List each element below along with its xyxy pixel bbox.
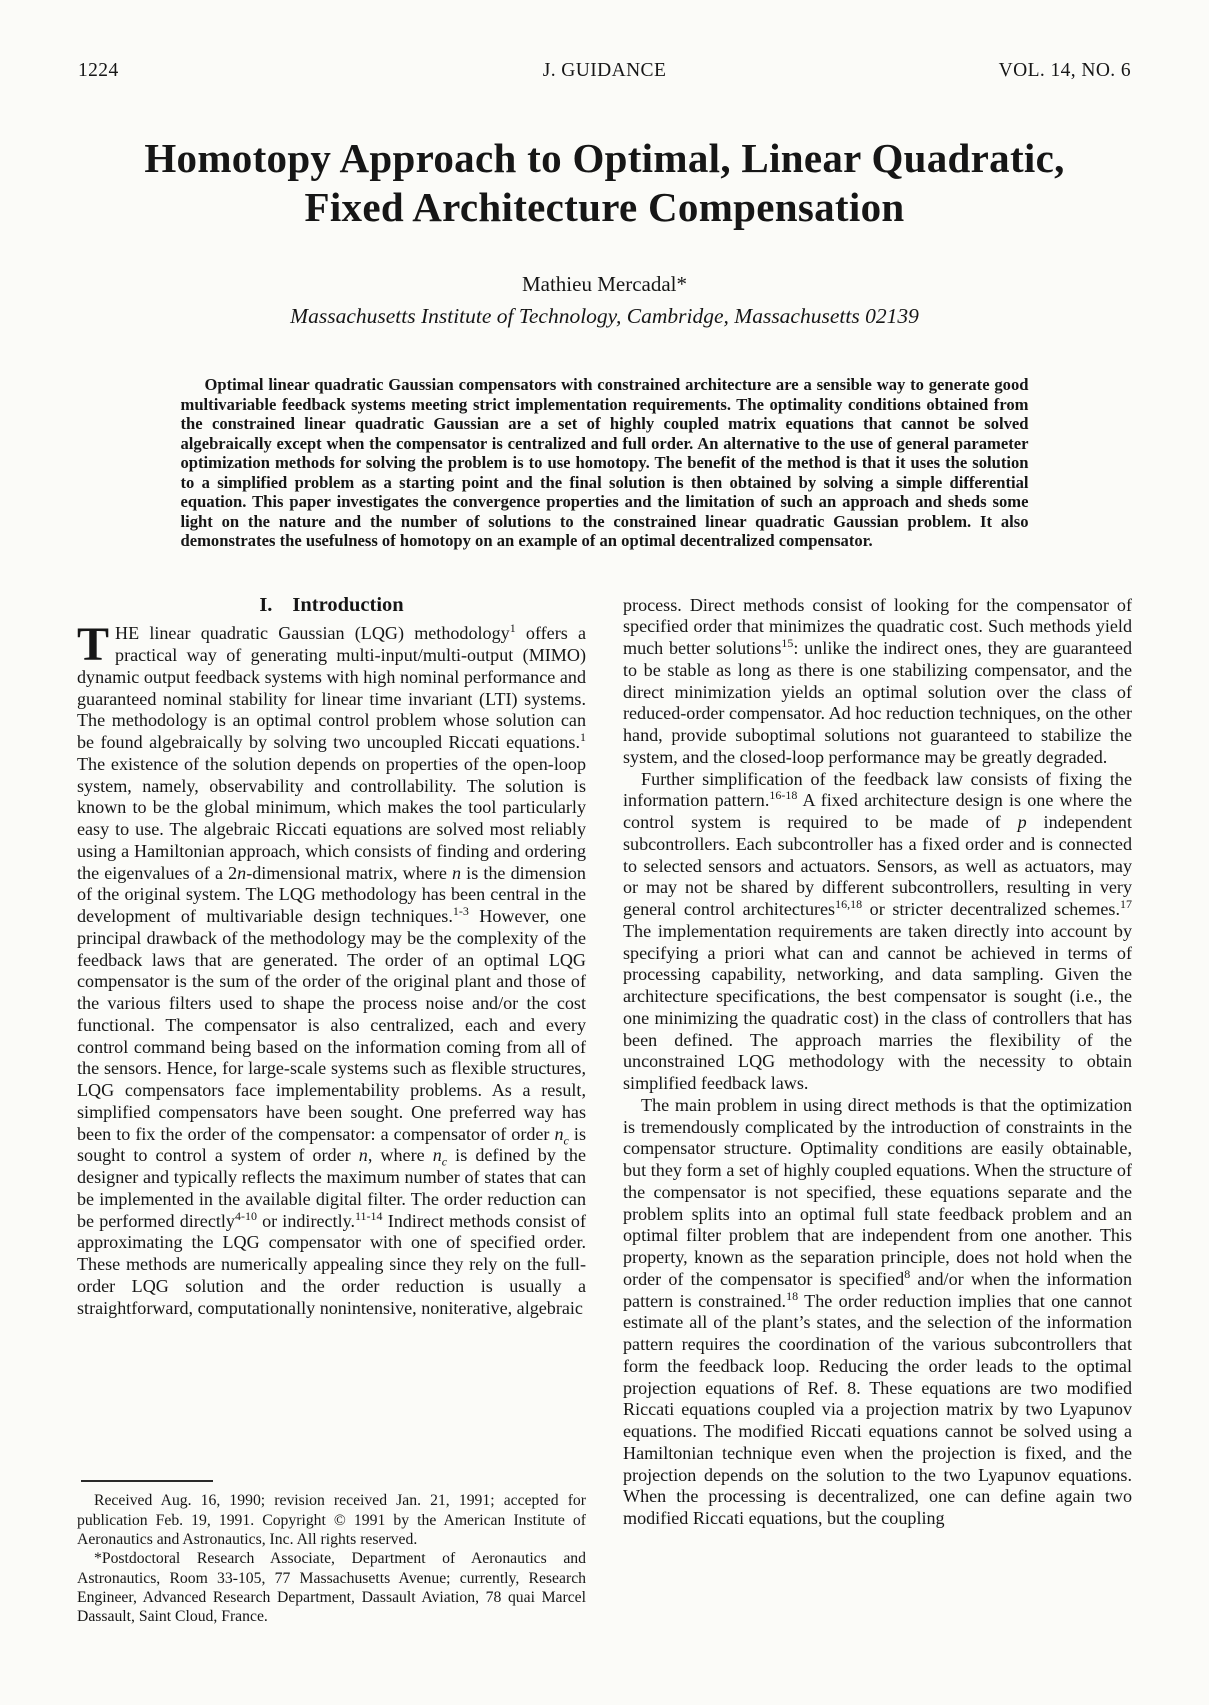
left-column bbox=[77, 595, 586, 1627]
author-name: Mathieu Mercadal* bbox=[521, 272, 688, 296]
abstract-text: Optimal linear quadratic Gaussian compensators with constrained architecture are a sensible way to generate good multivariable feedback systems meeting strict implementation requirements. The optimality conditions obtained from the constrained linear quadratic Gaussian are a set of highly coupled matrix equations that cannot be solved algebraically except when the compensator is centralized and full order. An alternative to the use of general parameter optimization methods for solving the problem is to use homotopy. The benefit of the method is that it uses the solution to a simplified problem as a starting point and the final solution is then obtained by solving a simple differential equation. This paper investigates the convergence properties and the limitation of such an approach and sheds some light on the nature and the number of solutions to the constrained linear quadratic Gaussian problem. It also demonstrates the usefulness of homotopy on an example of an optimal decentralized compensator. bbox=[180, 375, 1029, 550]
drop-cap: T bbox=[77, 618, 110, 672]
body-paragraph-fixed-architecture: Further simplification of the feedback law consists of fixing the information pattern.$^{16-18}$ A fixed architecture design is one where the control system is required to be made of p independent subcontrollers. Each subcontroller has a fixed order and is connected to selected sensors and actuators. Sensors, as well as actuators, may or may not be shared by different subcontrollers, resulting in very general control architectures$^{16,18}$ or stricter decentralized schemes.$^{17}$ The implementation requirements are taken directly into account by specifying a priori what can and cannot be achieved in terms of processing capability, networking, and data sampling. Given the architecture specifications, the best compensator is sought (i.e., the one minimizing the quadratic cost) in the class of controllers that has been defined. The approach marries the flexibility of the unconstrained LQG methodology with the necessity to obtain simplified feedback laws. bbox=[623, 768, 1132, 1093]
intro-paragraph: THE linear quadratic Gaussian (LQG) methodology$^1$ offers a practical way of generating multi-input/multi-output (MIMO) dynamic output feedback systems with high nominal performance and guaranteed nominal stability for linear time invariant (LTI) systems. The methodology is an optimal control problem whose solution can be found algebraically by solving two uncoupled Riccati equations.$^1$ The existence of the solution depends on properties of the open-loop system, namely, observability and controllability. The solution is known to be the global minimum, which makes the tool particularly easy to use. The algebraic Riccati equations are solved most reliably using a Hamiltonian approach, which consists of finding and ordering the eigenvalues of a 2n-dimensional matrix, where n is the dimension of the original system. The LQG methodology has been central in the development of multivariable design techniques.$^{1-3}$ However, one principal drawback of the methodology may be the complexity of the feedback laws that are generated. The order of an optimal LQG compensator is the sum of the order of the original plant and those of the various filters used to shape the process noise and/or the cost functional. The compensator is also centralized, each and every control command being based on the information coming from all of the sensors. Hence, for large-scale systems such as flexible structures, LQG compensators face implementability problems. As a result, simplified compensators have been sought. One preferred way has been to fix the order of the compensator: a compensator of order $n_c$ is sought to control a system of order n, where $n_c$ is defined by the designer and typically reflects the maximum number of states that can be implemented in the available digital filter. The order reduction can be performed directly$^{4-10}$ or indirectly.$^{11-14}$ Indirect methods consist of approximating the LQG compensator with one of specified order. These methods are numerically appealing since they rely on the full-order LQG solution and the order reduction is usually a straightforward, computationally nonintensive, noniterative, algebraic bbox=[77, 618, 587, 1318]
footnote-received: Received Aug. 16, 1990; revision received Jan. 21, 1991; accepted for publication Feb. 19, 1991. Copyright © 1991 by the American Institute of Aeronautics and Astronautics, Inc. All rights reserved. bbox=[77, 1492, 586, 1549]
body-columns bbox=[77, 595, 1132, 1627]
title-line-1: Homotopy Approach to Optimal, Linear Quadratic, bbox=[144, 135, 1065, 181]
author-affiliation: Massachusetts Institute of Technology, Cambridge, Massachusetts 02139 bbox=[290, 304, 919, 328]
section-number: I. bbox=[259, 594, 273, 616]
body-paragraph-continuation: process. Direct methods consist of looking for the compensator of specified order that minimizes the quadratic cost. Such methods yield much better solutions$^{15}$: unlike the indirect ones, they are guaranteed to be stable as long as there is one stabilizing compensator, and the direct minimization yields an optimal solution over the class of reduced-order compensator. Ad hoc reduction techniques, on the other hand, provide suboptimal solutions not guaranteed to stabilize the system, and the closed-loop performance may be greatly degraded. bbox=[623, 594, 1132, 767]
title-line-2: Fixed Architecture Compensation bbox=[304, 184, 905, 230]
footnote-rule bbox=[81, 1480, 213, 1482]
footnote-author-note: *Postdoctoral Research Associate, Department of Aeronautics and Astronautics, Room 33-105, 77 Massachusetts Avenue; currently, Research Engineer, Advanced Research Department, Dassault Aviation, 78 quai Marcel Dassault, Saint Cloud, France. bbox=[77, 1550, 586, 1626]
footnote-block bbox=[77, 1480, 586, 1626]
body-paragraph-main-problem: The main problem in using direct methods is that the optimization is tremendously complicated by the introduction of constraints in the compensator structure. Optimality conditions are easily obtainable, but they form a set of highly coupled equations. When the structure of the compensator is not specified, these equations separate and the problem splits into an optimal full state feedback problem and an optimal filter problem that are independent from one another. This property, known as the separation principle, does not hold when the order of the compensator is specified$^8$ and/or when the information pattern is constrained.$^{18}$ The order reduction implies that one cannot estimate all of the plant’s states, and the selection of the information pattern requires the coordination of the various subcontrollers that form the feedback loop. Reducing the order leads to the optimal projection equations of Ref. 8. These equations are two modified Riccati equations coupled via a projection matrix by two Lyapunov equations. The modified Riccati equations cannot be solved using a Hamiltonian technique even when the projection is fixed, and the projection depends on the solution to the two Lyapunov equations. When the processing is decentralized, one can define again two modified Riccati equations, but the coupling bbox=[623, 1094, 1132, 1528]
journal-name: J. GUIDANCE bbox=[542, 60, 667, 81]
volume-number: VOL. 14, NO. 6 bbox=[998, 60, 1131, 81]
section-title: Introduction bbox=[292, 594, 404, 616]
paper-title bbox=[60, 134, 1149, 232]
running-head bbox=[0, 0, 1209, 82]
right-column bbox=[623, 595, 1132, 1627]
section-heading-introduction bbox=[77, 595, 586, 617]
page-number: 1224 bbox=[78, 60, 119, 81]
